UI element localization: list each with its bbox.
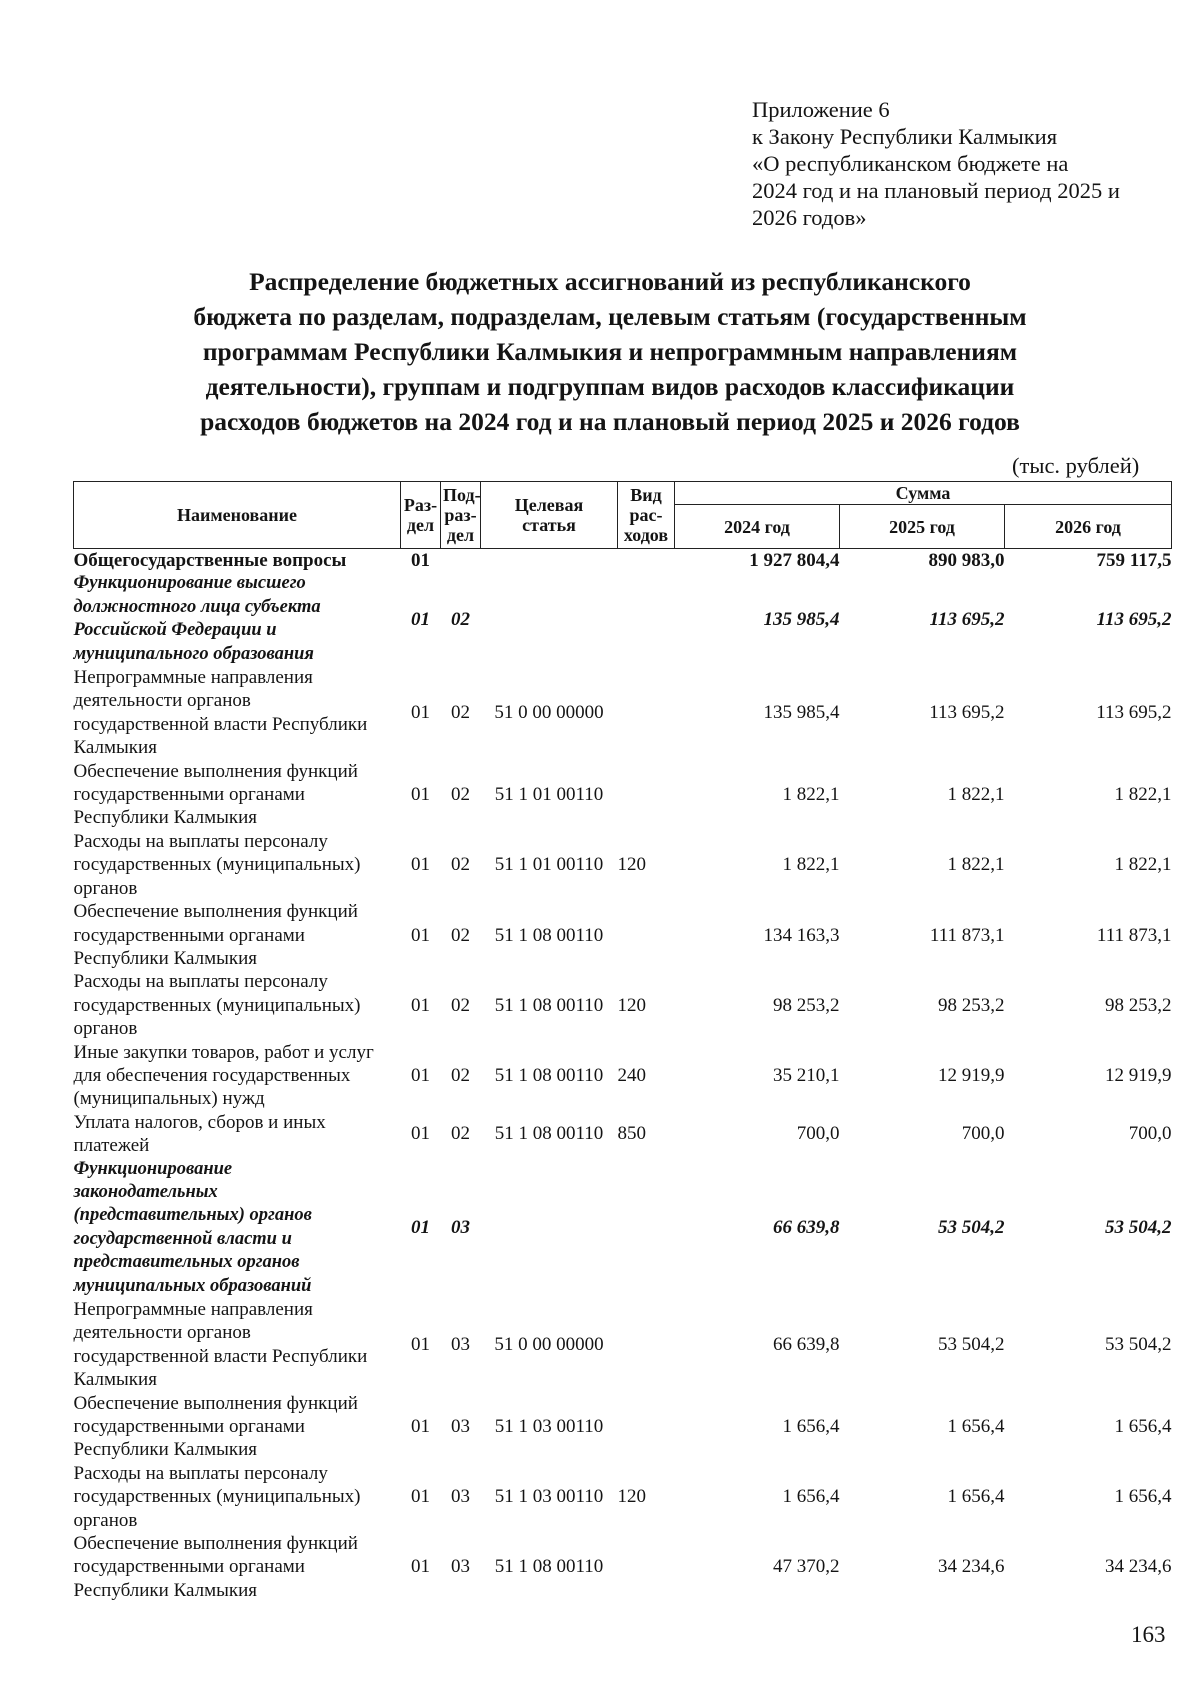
appendix-line: Приложение 6: [752, 97, 890, 122]
cell-sum-2025: 53 504,2: [938, 1217, 1005, 1239]
cell-target-article: 51 1 01 00110: [494, 784, 604, 806]
cell-name-line: Иные закупки товаров, работ и услуг: [73, 1041, 374, 1063]
cell-name-line: Общегосударственные вопросы: [73, 550, 347, 571]
cell-sum-2026: 53 504,2: [1105, 1334, 1172, 1356]
header-podrazdel-line: раз-: [444, 505, 477, 525]
cell-target-article: 51 1 03 00110: [494, 1416, 604, 1438]
cell-sum-2026: 111 873,1: [1096, 924, 1172, 946]
cell-name-line: Республики Калмыкия: [73, 947, 257, 969]
cell-name: [74, 1158, 401, 1298]
table-row: [74, 1298, 1172, 1392]
cell-name: [74, 830, 401, 900]
cell-sum-2025: 890 983,0: [928, 550, 1005, 571]
table-row: [74, 830, 1172, 900]
cell-sum-2024: 700,0: [796, 1123, 840, 1145]
cell-sum-2024: 1 822,1: [782, 854, 840, 876]
header-podrazdel: [441, 482, 481, 549]
cell-name-line: Расходы на выплаты персоналу: [73, 1462, 328, 1484]
budget-table: [73, 481, 1172, 1602]
header-razdel: [401, 482, 441, 549]
header-year-2026: 2026 год: [1005, 505, 1172, 549]
cell-razdel: 01: [411, 1217, 430, 1239]
cell-name-line: должностного лица субъекта: [73, 596, 321, 617]
cell-razdel: 01: [411, 550, 430, 571]
title-line: деятельности), группам и подгруппам видов расходов классификации: [205, 372, 1015, 401]
cell-podrazdel: 03: [451, 1217, 470, 1239]
cell-name: [74, 1041, 401, 1111]
header-year-2024: 2024 год: [675, 505, 840, 549]
table-header: [74, 482, 1172, 549]
cell-sum-2026: 12 919,9: [1105, 1064, 1172, 1086]
title-line: бюджета по разделам, подразделам, целевым статьям (государственным: [193, 302, 1027, 331]
cell-sum-2024: 135 985,4: [763, 608, 840, 630]
cell-podrazdel: 02: [451, 994, 470, 1016]
appendix-line: к Закону Республики Калмыкия: [752, 124, 1058, 149]
cell-sum-2024: 1 927 804,4: [749, 550, 840, 571]
cell-name-line: Непрограммные направления: [73, 667, 313, 689]
table-body: [74, 549, 1172, 1603]
cell-sum-2026: 1 656,4: [1114, 1486, 1172, 1508]
title-line: Распределение бюджетных ассигнований из республиканского: [249, 267, 971, 296]
cell-razdel: 01: [411, 784, 430, 806]
cell-target-article: [481, 572, 618, 666]
cell-name-line: законодательных: [73, 1181, 218, 1202]
cell-expense-type: [618, 572, 675, 666]
cell-sum-2024: 134 163,3: [763, 924, 840, 946]
cell-sum-2024: 1 656,4: [782, 1486, 840, 1508]
cell-razdel: 01: [411, 702, 430, 724]
appendix-line: «О республиканском бюджете на: [752, 151, 1069, 176]
document-title: [90, 264, 1130, 439]
title-line: расходов бюджетов на 2024 год и на плановый период 2025 и 2026 годов: [200, 407, 1020, 436]
cell-podrazdel: 03: [451, 1486, 470, 1508]
cell-name-line: представительных органов: [73, 1252, 300, 1273]
cell-name-line: государственных (муниципальных): [73, 994, 361, 1016]
cell-name: [74, 760, 401, 830]
cell-target-article: [481, 1158, 618, 1298]
cell-name-line: государственными органами: [73, 1416, 305, 1438]
cell-name-line: Обеспечение выполнения функций: [73, 760, 358, 782]
cell-razdel: 01: [411, 1416, 430, 1438]
table-row: [74, 1111, 1172, 1158]
cell-sum-2025: 1 656,4: [947, 1486, 1005, 1508]
cell-expense-type: [618, 549, 675, 573]
cell-name-line: муниципального образования: [73, 643, 314, 664]
cell-expense-type: 850: [617, 1123, 646, 1145]
cell-razdel: 01: [411, 1123, 430, 1145]
header-expense-type-line: Вид: [630, 485, 662, 505]
cell-sum-2025: 1 822,1: [947, 854, 1005, 876]
cell-expense-type: 120: [617, 994, 646, 1016]
cell-name: [74, 666, 401, 760]
cell-sum-2026: 759 117,5: [1096, 550, 1172, 571]
appendix-line: 2026 годов»: [752, 205, 867, 230]
cell-target-article: 51 0 00 00000: [494, 1334, 604, 1356]
cell-name-line: государственной власти Республики: [73, 713, 368, 735]
cell-target-article: 51 1 03 00110: [494, 1486, 604, 1508]
cell-name-line: деятельности органов: [73, 1322, 251, 1344]
cell-sum-2026: 700,0: [1128, 1123, 1172, 1145]
cell-sum-2025: 700,0: [961, 1123, 1005, 1145]
header-target-article-line: Целевая: [514, 495, 584, 515]
cell-name-line: Уплата налогов, сборов и иных: [73, 1111, 326, 1133]
cell-sum-2024: 66 639,8: [773, 1334, 840, 1356]
cell-podrazdel: 03: [451, 1334, 470, 1356]
appendix-line: 2024 год и на плановый период 2025 и: [752, 178, 1120, 203]
cell-name-line: Калмыкия: [73, 737, 157, 759]
cell-podrazdel: 02: [451, 702, 470, 724]
title-line: программам Республики Калмыкия и непрограммным направлениям: [202, 337, 1018, 366]
cell-name-line: Расходы на выплаты персоналу: [73, 971, 328, 993]
cell-razdel: 01: [411, 1486, 430, 1508]
cell-name-line: Калмыкия: [73, 1369, 157, 1391]
cell-sum-2026: 34 234,6: [1105, 1556, 1172, 1578]
cell-sum-2025: 34 234,6: [938, 1556, 1005, 1578]
cell-target-article: 51 1 08 00110: [494, 1556, 604, 1578]
table-row: [74, 572, 1172, 666]
cell-sum-2026: 1 656,4: [1114, 1416, 1172, 1438]
cell-sum-2024: 47 370,2: [773, 1556, 840, 1578]
header-name: Наименование: [74, 482, 401, 549]
cell-razdel: 01: [411, 1334, 430, 1356]
cell-name-line: органов: [73, 1018, 138, 1040]
cell-name: [74, 1462, 401, 1532]
cell-sum-2024: 1 822,1: [782, 784, 840, 806]
cell-name-line: деятельности органов: [73, 690, 251, 712]
cell-podrazdel: 03: [451, 1556, 470, 1578]
cell-sum-2024: 35 210,1: [773, 1064, 840, 1086]
cell-name: [74, 970, 401, 1040]
cell-sum-2025: 1 656,4: [947, 1416, 1005, 1438]
cell-name-line: (муниципальных) нужд: [73, 1088, 265, 1110]
header-target-article-line: статья: [522, 515, 576, 535]
cell-name-line: (представительных) органов: [73, 1205, 312, 1226]
table-row: [74, 1392, 1172, 1462]
cell-name: [74, 1298, 401, 1392]
header-expense-type: [618, 482, 675, 549]
cell-sum-2026: 1 822,1: [1114, 854, 1172, 876]
cell-name-line: Республики Калмыкия: [73, 807, 257, 829]
cell-expense-type: [618, 760, 675, 830]
header-razdel-line: Раз-: [403, 495, 438, 515]
cell-expense-type: [618, 1158, 675, 1298]
cell-name-line: Функционирование: [73, 1158, 233, 1179]
cell-target-article: 51 1 08 00110: [494, 1064, 604, 1086]
cell-name: [74, 549, 401, 573]
header-expense-type-line: ходов: [623, 525, 669, 545]
cell-expense-type: [618, 1392, 675, 1462]
cell-expense-type: [618, 666, 675, 760]
cell-podrazdel: 03: [451, 1416, 470, 1438]
table-row: [74, 666, 1172, 760]
cell-sum-2026: 53 504,2: [1105, 1217, 1172, 1239]
table-row: [74, 970, 1172, 1040]
header-year-2025: 2025 год: [840, 505, 1005, 549]
cell-razdel: 01: [411, 994, 430, 1016]
cell-name-line: органов: [73, 1509, 138, 1531]
cell-name-line: органов: [73, 877, 138, 899]
cell-sum-2026: 1 822,1: [1114, 784, 1172, 806]
header-expense-type-line: рас-: [629, 505, 663, 525]
cell-name-line: государственных (муниципальных): [73, 1486, 361, 1508]
cell-name-line: Республики Калмыкия: [73, 1439, 257, 1461]
cell-razdel: 01: [411, 1064, 430, 1086]
table-row: [74, 900, 1172, 970]
cell-podrazdel: 02: [451, 924, 470, 946]
cell-name-line: Республики Калмыкия: [73, 1579, 257, 1601]
cell-podrazdel: 02: [451, 854, 470, 876]
cell-target-article: [481, 549, 618, 573]
cell-name-line: для обеспечения государственных: [73, 1064, 351, 1086]
cell-sum-2026: 113 695,2: [1096, 608, 1172, 630]
cell-razdel: 01: [411, 608, 430, 630]
cell-expense-type: [618, 1532, 675, 1602]
cell-name: [74, 1392, 401, 1462]
cell-sum-2024: 66 639,8: [773, 1217, 840, 1239]
cell-sum-2025: 98 253,2: [938, 994, 1005, 1016]
table-row: [74, 1462, 1172, 1532]
header-podrazdel-line: Под-: [443, 485, 481, 505]
cell-target-article: 51 1 08 00110: [494, 994, 604, 1016]
cell-sum-2025: 113 695,2: [929, 702, 1005, 724]
cell-name-line: Обеспечение выполнения функций: [73, 901, 358, 923]
cell-razdel: 01: [411, 924, 430, 946]
cell-name: [74, 900, 401, 970]
table-row: [74, 1532, 1172, 1602]
cell-name-line: государственной власти Республики: [73, 1345, 368, 1367]
cell-name-line: Функционирование высшего: [73, 573, 306, 594]
cell-target-article: 51 1 08 00110: [494, 1123, 604, 1145]
cell-name-line: государственными органами: [73, 1556, 305, 1578]
appendix-note: [752, 96, 1172, 231]
cell-sum-2026: 98 253,2: [1105, 994, 1172, 1016]
cell-name-line: государственными органами: [73, 784, 305, 806]
cell-name: [74, 1532, 401, 1602]
cell-sum-2024: 135 985,4: [763, 702, 840, 724]
cell-name-line: Расходы на выплаты персоналу: [73, 830, 328, 852]
cell-name-line: государственными органами: [73, 924, 305, 946]
cell-sum-2025: 1 822,1: [947, 784, 1005, 806]
cell-razdel: 01: [411, 854, 430, 876]
cell-name-line: Непрограммные направления: [73, 1299, 313, 1320]
cell-sum-2025: 12 919,9: [938, 1064, 1005, 1086]
header-razdel-line: дел: [406, 515, 435, 535]
cell-name-line: Обеспечение выполнения функций: [73, 1392, 358, 1414]
cell-podrazdel: 02: [451, 1123, 470, 1145]
cell-podrazdel: 02: [451, 784, 470, 806]
cell-name-line: государственных (муниципальных): [73, 854, 361, 876]
cell-target-article: 51 1 08 00110: [494, 924, 604, 946]
header-sum: Сумма: [675, 482, 1172, 505]
cell-sum-2025: 113 695,2: [929, 608, 1005, 630]
cell-podrazdel: 02: [451, 608, 470, 630]
cell-name: [74, 1111, 401, 1158]
cell-target-article: 51 1 01 00110: [494, 854, 604, 876]
header-target-article: [481, 482, 618, 549]
cell-expense-type: 240: [617, 1064, 646, 1086]
cell-name-line: Российской Федерации и: [73, 620, 277, 641]
cell-name-line: государственной власти и: [73, 1228, 292, 1249]
table-row: [74, 1041, 1172, 1111]
table-row: [74, 760, 1172, 830]
page-number: 163: [1131, 1622, 1166, 1647]
cell-expense-type: [618, 900, 675, 970]
table-row: [74, 549, 1172, 573]
cell-sum-2024: 1 656,4: [782, 1416, 840, 1438]
cell-name-line: Обеспечение выполнения функций: [73, 1533, 358, 1555]
cell-podrazdel: 02: [451, 1064, 470, 1086]
cell-razdel: 01: [411, 1556, 430, 1578]
cell-sum-2025: 111 873,1: [929, 924, 1005, 946]
cell-target-article: 51 0 00 00000: [494, 702, 604, 724]
cell-name: [74, 572, 401, 666]
cell-expense-type: 120: [617, 854, 646, 876]
cell-name-line: платежей: [73, 1135, 150, 1157]
cell-podrazdel: [441, 549, 481, 573]
header-podrazdel-line: дел: [446, 525, 475, 545]
units-label: (тыс. рублей): [1012, 453, 1140, 478]
table-row: [74, 1158, 1172, 1298]
cell-expense-type: 120: [617, 1486, 646, 1508]
cell-sum-2026: 113 695,2: [1096, 702, 1172, 724]
cell-sum-2024: 98 253,2: [773, 994, 840, 1016]
cell-name-line: муниципальных образований: [73, 1275, 312, 1296]
cell-expense-type: [618, 1298, 675, 1392]
cell-sum-2025: 53 504,2: [938, 1334, 1005, 1356]
